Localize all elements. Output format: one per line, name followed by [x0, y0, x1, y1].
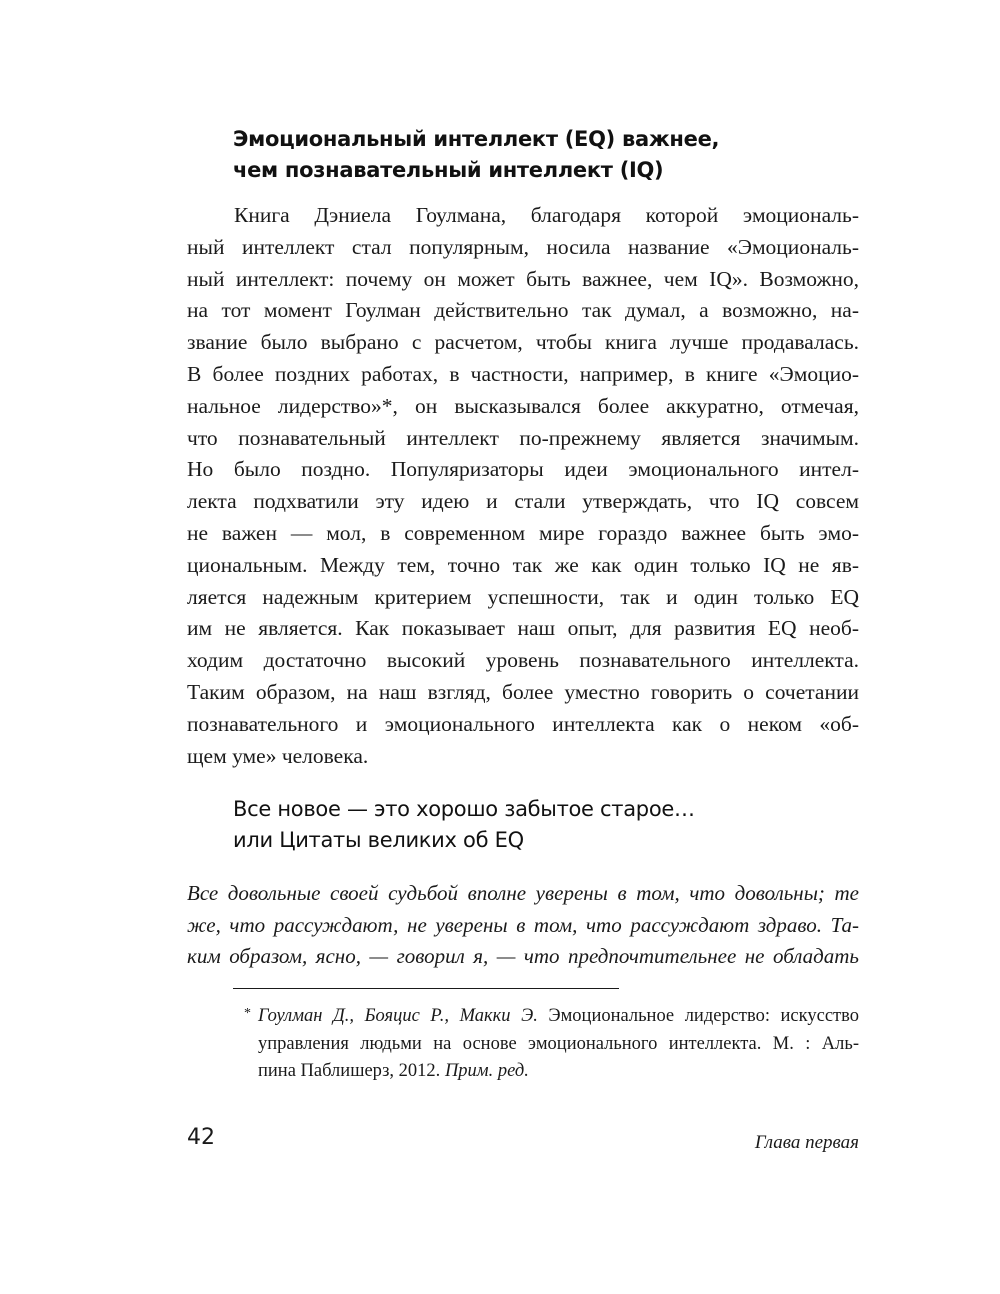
section-heading-eq-vs-iq	[233, 124, 873, 186]
heading-line: Все новое — это хорошо забытое старое…	[233, 797, 695, 821]
paragraph-line: ляется надежным критерием успешности, так и один только EQ	[187, 584, 859, 609]
footnote-editor-note: Прим. ред.	[444, 1061, 529, 1081]
body-paragraph	[187, 200, 859, 772]
quote-line: же, что рассуждают, не уверены в том, что рассуждают здраво. Та-	[187, 912, 859, 937]
paragraph-line: ный интеллект стал популярным, носила название «Эмоциональ-	[187, 234, 859, 259]
paragraph-line: что познавательный интеллект по-прежнему является значимым.	[187, 425, 859, 450]
heading-line: чем познавательный интеллект (IQ)	[233, 158, 664, 182]
footnote-title: Эмоциональное лидерство: искусство	[537, 1006, 859, 1026]
footnote	[244, 1003, 859, 1086]
paragraph-line: им не является. Как показывает наш опыт, для развития EQ необ-	[187, 616, 859, 641]
footnote-publisher: пина Паблишерз, 2012.	[258, 1061, 445, 1081]
footnote-divider	[233, 988, 619, 989]
paragraph-line: не важен — мол, в современном мире гораздо важнее быть эмо-	[187, 520, 859, 545]
paragraph-line: Но было поздно. Популяризаторы идеи эмоционального интел-	[187, 457, 859, 482]
footnote-line	[258, 1058, 859, 1086]
footnote-marker: *	[244, 1006, 251, 1021]
paragraph-line: Таким образом, на наш взгляд, более уместно говорить о сочетании	[187, 679, 859, 704]
page-number: 42	[187, 1125, 215, 1150]
heading-line: или Цитаты великих об EQ	[233, 828, 524, 852]
paragraph-line: звание было выбрано с расчетом, чтобы книга лучше продавалась.	[187, 330, 859, 355]
quote-paragraph	[187, 878, 859, 973]
running-title: Глава первая	[754, 1132, 859, 1153]
paragraph-line: познавательного и эмоционального интеллекта как о неком «об-	[187, 711, 859, 736]
section-heading-quotes	[233, 794, 873, 856]
paragraph-line: циональным. Между тем, точно так же как один только IQ не яв-	[187, 552, 859, 577]
heading-line: Эмоциональный интеллект (EQ) важнее,	[233, 127, 720, 151]
paragraph-line: лекта подхватили эту идею и стали утверждать, что IQ совсем	[187, 489, 859, 514]
footnote-authors: Гоулман Д., Бояцис Р., Макки Э.	[258, 1006, 538, 1026]
paragraph-line: В более поздних работах, в частности, например, в книге «Эмоцио-	[187, 361, 859, 386]
paragraph-line: ный интеллект: почему он может быть важнее, чем IQ». Возможно,	[187, 266, 859, 291]
footnote-line	[258, 1003, 859, 1031]
paragraph-line: ходим достаточно высокий уровень познавательного интеллекта.	[187, 648, 859, 673]
quote-line: Все довольные своей судьбой вполне уверены в том, что довольны; те	[187, 881, 859, 905]
paragraph-line: нальное лидерство»*, он высказывался более аккуратно, отмечая,	[187, 393, 859, 418]
paragraph-line: Книга Дэниела Гоулмана, благодаря которой эмоциональ-	[234, 203, 859, 227]
paragraph-line: на тот момент Гоулман действительно так думал, а возможно, на-	[187, 298, 859, 323]
quote-line: ким образом, ясно, — говорил я, — что предпочтительнее не обладать	[187, 944, 859, 968]
footnote-line: управления людьми на основе эмоционального интеллекта. М. : Аль-	[258, 1033, 859, 1054]
paragraph-line: щем уме» человека.	[187, 743, 369, 768]
